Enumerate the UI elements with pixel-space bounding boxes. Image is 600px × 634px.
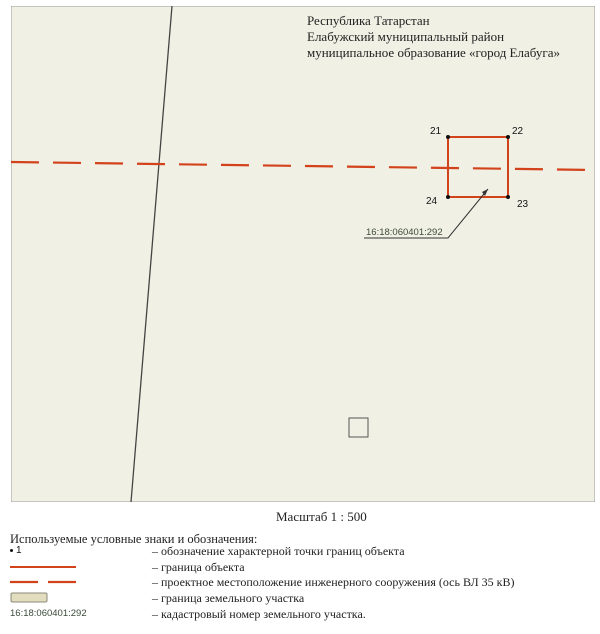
header-line-1: Республика Татарстан — [307, 13, 430, 28]
point-24-label: 24 — [426, 196, 438, 207]
legend-item-parcel-boundary — [0, 590, 600, 606]
legend-desc-parcel-boundary: – граница земельного участка — [152, 591, 305, 605]
point-21-label: 21 — [430, 126, 442, 137]
map-scale: Масштаб 1 : 500 — [276, 509, 367, 524]
legend-power-line-symbol — [10, 574, 80, 590]
header-line-3: муниципальное образование «город Елабуга» — [307, 45, 560, 60]
point-24-marker — [446, 195, 450, 199]
point-22-marker — [506, 135, 510, 139]
legend-point-symbol — [10, 543, 22, 559]
legend-point-number: 1 — [16, 545, 22, 556]
legend-item-cadastral-number — [0, 606, 600, 622]
cadastral-number-label: 16:18:060401:292 — [366, 227, 443, 238]
point-22-label: 22 — [512, 126, 524, 137]
legend-point-dot — [10, 549, 13, 552]
legend-desc-object-boundary: – граница объекта — [152, 560, 245, 574]
point-21-marker — [446, 135, 450, 139]
legend-cadastral-symbol: 16:18:060401:292 — [10, 608, 87, 619]
legend-desc-cadastral-number: – кадастровый номер земельного участка. — [152, 607, 366, 621]
map-background — [11, 6, 595, 502]
legend-object-boundary-symbol — [10, 559, 80, 575]
legend-desc-power-line: – проектное местоположение инженерного сооружения (ось ВЛ 35 кВ) — [152, 575, 515, 589]
point-23-label: 23 — [517, 199, 529, 210]
legend-desc-point: – обозначение характерной точки границ объекта — [152, 544, 405, 558]
legend-parcel-boundary-symbol — [10, 590, 80, 606]
legend-item-point — [0, 543, 600, 559]
legend-title: Используемые условные знаки и обозначения: — [10, 532, 258, 546]
map-panel — [11, 6, 595, 502]
legend-item-power-line — [0, 574, 600, 590]
legend-item-object-boundary — [0, 559, 600, 575]
point-23-marker — [506, 195, 510, 199]
header-line-2: Елабужский муниципальный район — [307, 29, 505, 44]
